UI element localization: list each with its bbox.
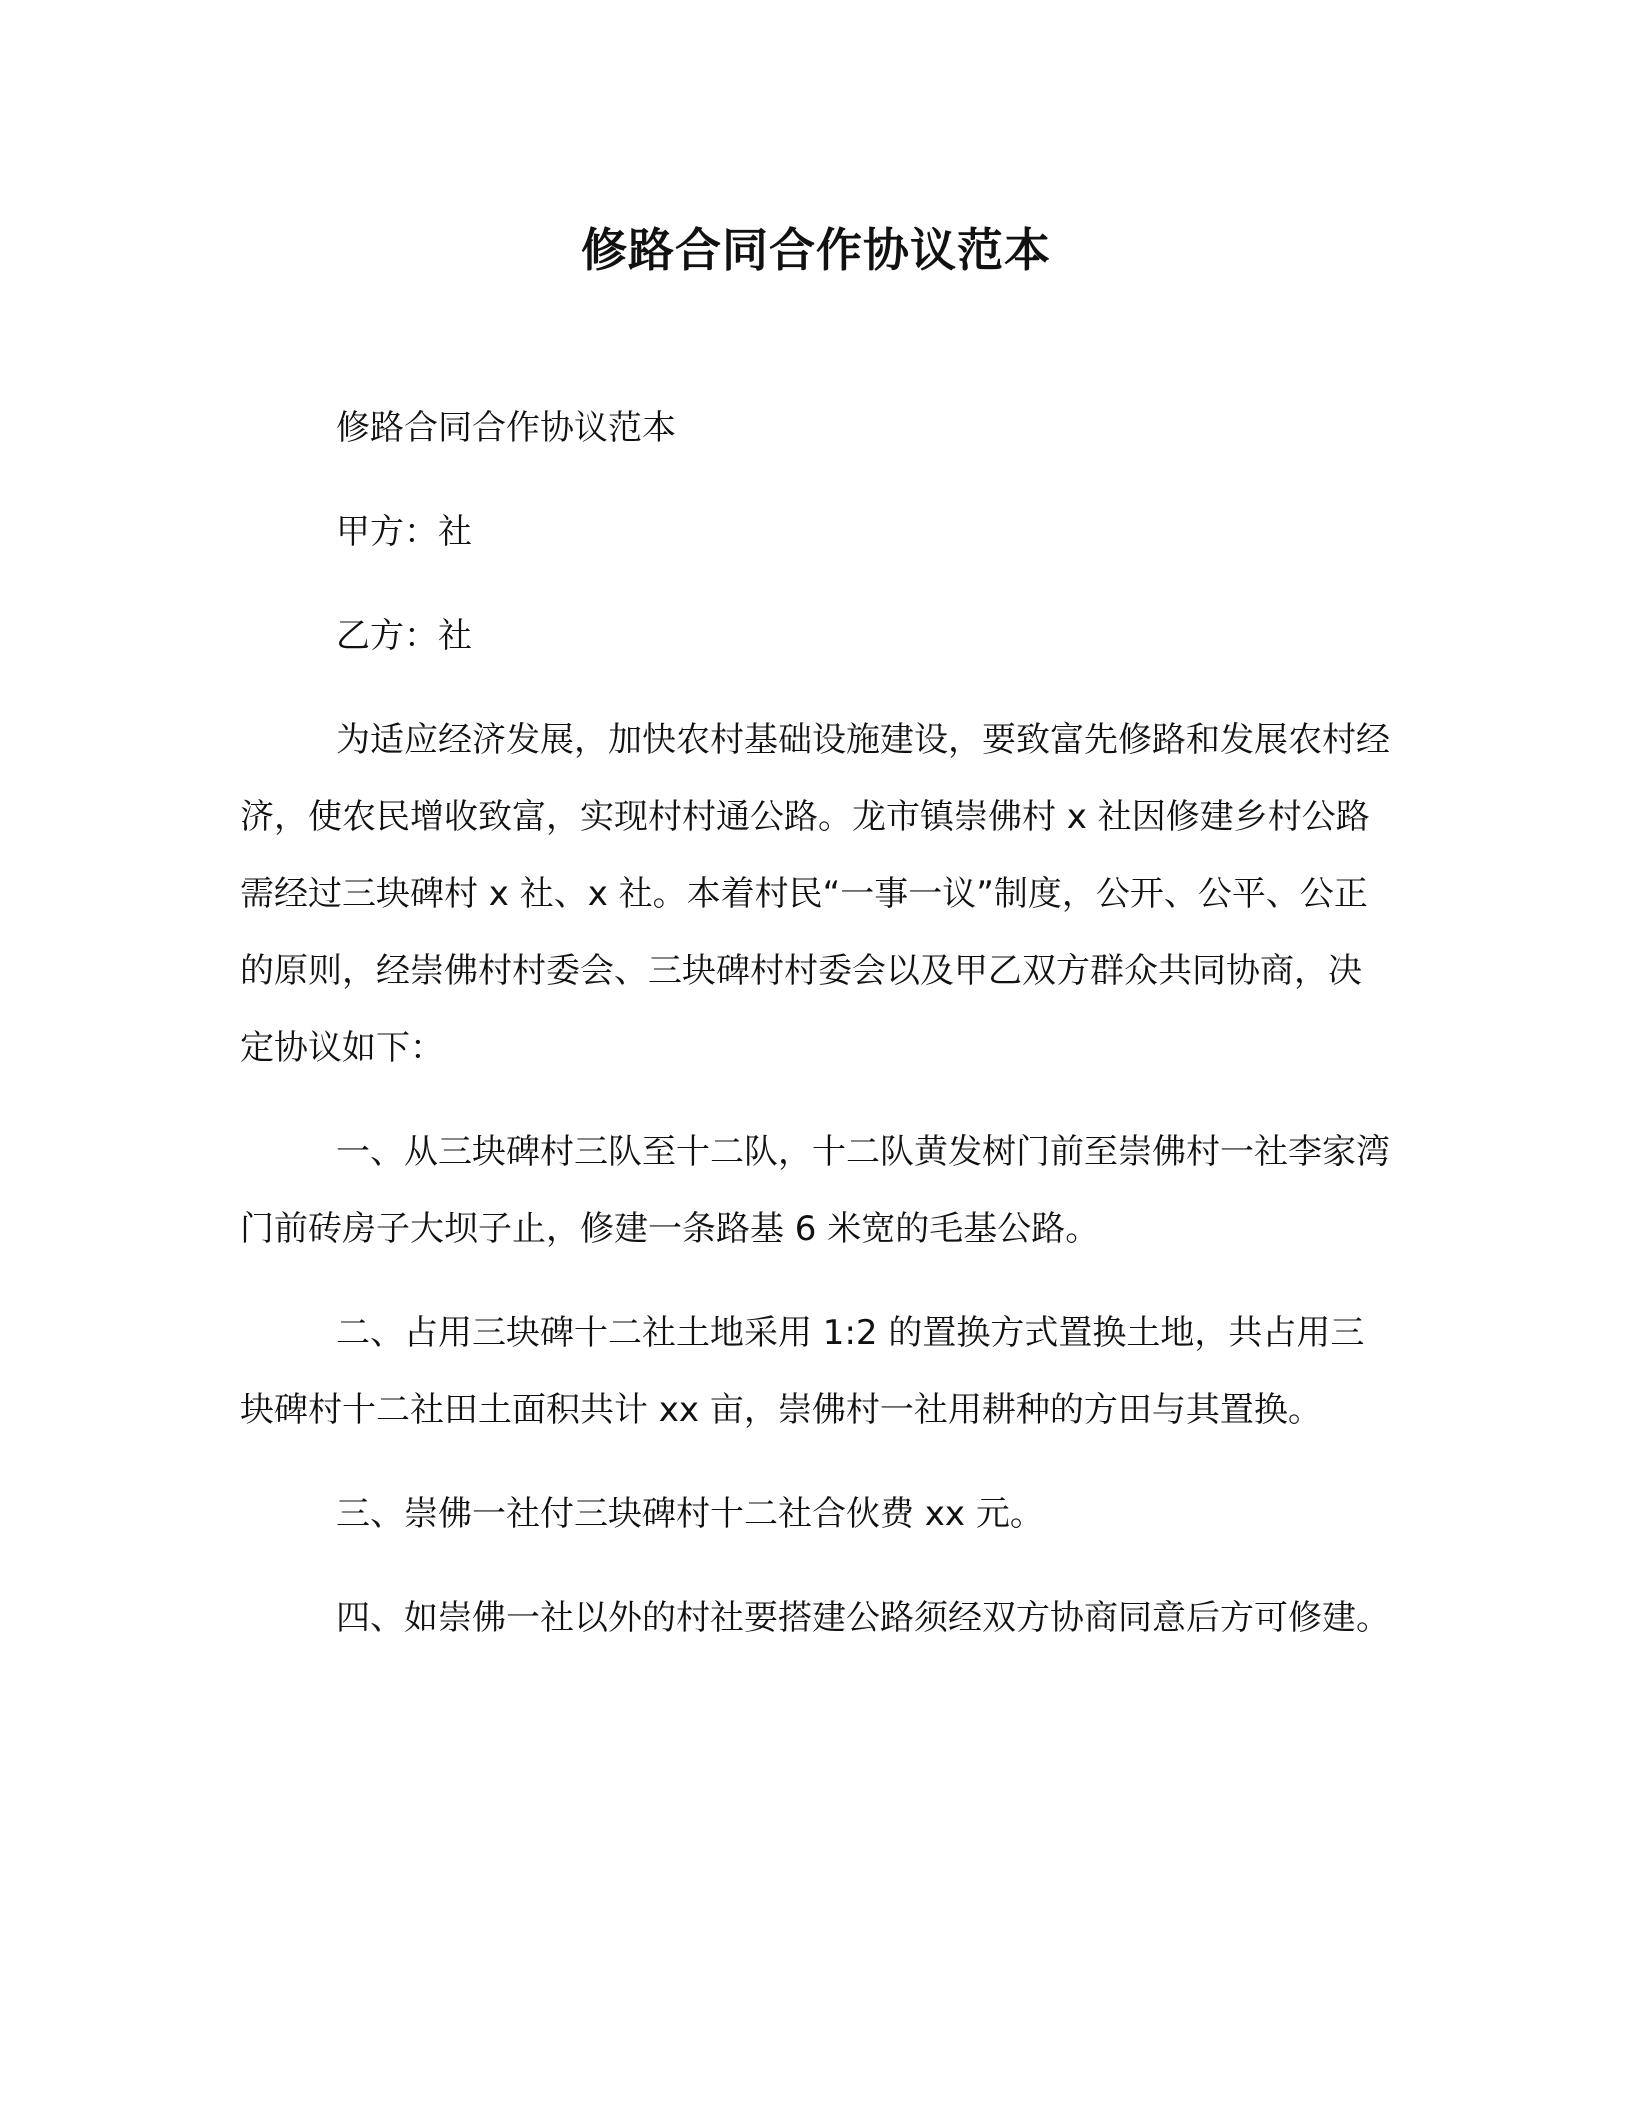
paragraph-clause-2: 二、占用三块碑十二社土地采用 1:2 的置换方式置换土地，共占用三块碑村十二社田土面积共计 xx 亩，崇佛村一社用耕种的方田与其置换。 — [240, 1313, 1365, 1430]
paragraph-clause-4: 四、如崇佛一社以外的村社要搭建公路须经双方协商同意后方可修建。 — [336, 1598, 1390, 1638]
document-title: 修路合同合作协议范本 — [581, 223, 1051, 277]
paragraph-subtitle: 修路合同合作协议范本 — [336, 408, 676, 448]
paragraph-clause-1: 一、从三块碑村三队至十二队，十二队黄发树门前至崇佛村一社李家湾门前砖房子大坝子止，修建一条路基 6 米宽的毛基公路。 — [240, 1132, 1390, 1249]
paragraph-party-b: 乙方：社 — [336, 616, 472, 656]
paragraph-preamble: 为适应经济发展，加快农村基础设施建设，要致富先修路和发展农村经济，使农民增收致富，实现村村通公路。龙市镇崇佛村 x 社因修建乡村公路需经过三块碑村 x 社、x 社。本着村民“一事一议”制度，公开、公平、公正的原则，经崇佛村村委会、三块碑村村委会以及甲乙双方群众共同协商，决定协议如下： — [240, 720, 1390, 1068]
paragraph-clause-3: 三、崇佛一社付三块碑村十二社合伙费 xx 元。 — [336, 1494, 1044, 1534]
paragraph-party-a: 甲方：社 — [336, 512, 472, 552]
document-body — [240, 390, 1390, 1684]
